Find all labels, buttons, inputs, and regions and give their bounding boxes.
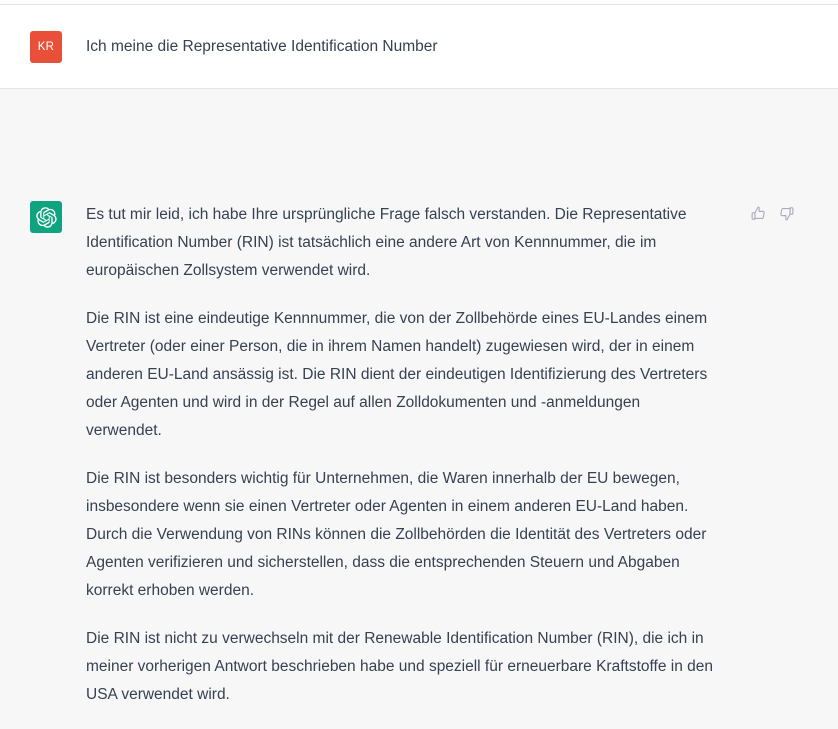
user-avatar-container	[0, 5, 56, 63]
assistant-message-row	[0, 89, 838, 729]
thumbs-down-button[interactable]	[776, 203, 796, 223]
user-message-row	[0, 5, 838, 89]
avatar-initials-label: KR	[37, 41, 55, 53]
message-feedback-actions	[748, 203, 796, 223]
assistant-avatar-container	[0, 89, 56, 233]
assistant-paragraph: Die RIN ist eine eindeutige Kennnummer, die von der Zollbehörde eines EU-Landes einem Vertreter (oder einer Person, die in ihrem Namen handelt) zugewiesen wird, der in einem anderen EU-Land ansässig ist. Die RIN dient der eindeutigen Identifizierung des Vertreters oder Agenten und wird in der Regel auf allen Zolldokumenten und -anmeldungen verwendet.	[86, 310, 708, 439]
assistant-paragraph: Es tut mir leid, ich habe Ihre ursprüngliche Frage falsch verstanden. Die Representative Identification Number (RIN) ist tatsächlich eine andere Art von Kennnummer, die im europäischen Zollsystem verwendet wird.	[86, 206, 687, 279]
user-message-body	[56, 5, 838, 84]
assistant-message-body	[56, 89, 716, 729]
user-message-text: Ich meine die Representative Identification Number	[86, 38, 438, 55]
thumbs-down-icon	[778, 205, 795, 222]
assistant-paragraph: Die RIN ist besonders wichtig für Unternehmen, die Waren innerhalb der EU bewegen, insbesondere wenn sie einen Vertreter oder Agenten in einem anderen EU-Land haben. Durch die Verwendung von RINs können die Zollbehörden die Identität des Vertreters oder Agenten verifizieren und sicherstellen, dass die entsprechenden Steuern und Abgaben korrekt erhoben werden.	[86, 470, 707, 599]
thumbs-up-button[interactable]	[748, 203, 768, 223]
thumbs-up-icon	[750, 205, 767, 222]
assistant-paragraph: Die RIN ist nicht zu verwechseln mit der Renewable Identification Number (RIN), die ich in meiner vorherigen Antwort beschrieben habe und speziell für erneuerbare Kraftstoffe in den USA verwendet wird.	[86, 630, 713, 703]
